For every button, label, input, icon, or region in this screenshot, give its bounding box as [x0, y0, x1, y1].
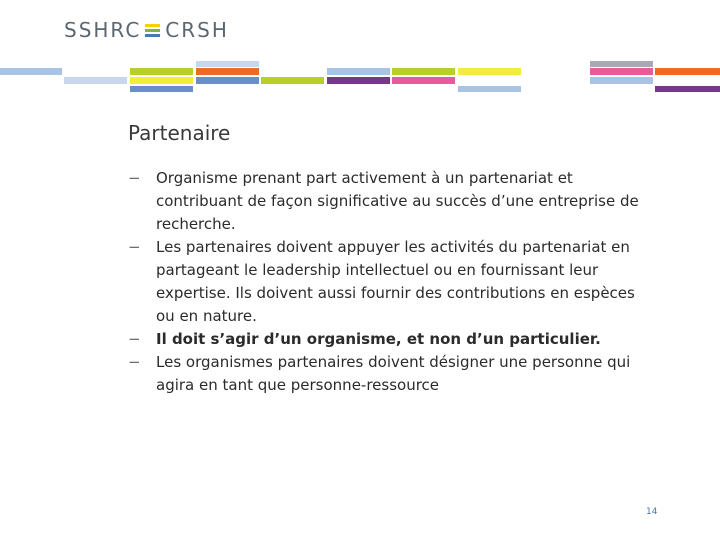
color-bar: [261, 77, 324, 84]
bullet-text: Les partenaires doivent appuyer les activités du partenariat en partageant le leadership intellectuel ou en fournissant leur expertise. Ils doivent aussi fournir des contributions en espèces ou en nature.: [156, 238, 635, 325]
logo-text-right: CRSH: [165, 18, 229, 42]
list-item: [128, 351, 648, 397]
color-bar: [130, 68, 193, 75]
bullet-dash: −: [128, 169, 141, 187]
list-item: [128, 236, 648, 328]
bullet-list: [128, 167, 648, 397]
color-bar: [327, 77, 390, 84]
color-bar: [590, 68, 653, 75]
color-bar: [392, 77, 455, 84]
color-bar: [458, 86, 521, 92]
color-bar: [590, 77, 653, 84]
color-bar: [392, 68, 455, 75]
color-bar: [655, 68, 720, 75]
color-bar: [590, 61, 653, 67]
color-bar: [130, 86, 193, 92]
color-bar: [0, 68, 62, 75]
logo-text-left: SSHRC: [64, 18, 142, 42]
bullet-text: Il doit s’agir d’un organisme, et non d’un particulier.: [156, 330, 601, 348]
bullet-text: Les organismes partenaires doivent désigner une personne qui agira en tant que personne-ressource: [156, 353, 631, 394]
list-item: [128, 328, 648, 351]
color-bar: [196, 77, 259, 84]
color-bar: [327, 68, 390, 75]
page-number: 14: [646, 507, 658, 517]
color-bar: [64, 77, 127, 84]
color-bar: [458, 68, 521, 75]
list-item: [128, 167, 648, 236]
decorative-color-bars: [0, 0, 720, 100]
bullet-text: Organisme prenant part activement à un partenariat et contribuant de façon significative au succès d’une entreprise de recherche.: [156, 169, 639, 233]
slide-title: Partenaire: [128, 121, 231, 145]
color-bar: [655, 86, 720, 92]
color-bar: [130, 77, 193, 84]
color-bar: [196, 61, 259, 67]
color-bar: [196, 68, 259, 75]
bullet-dash: −: [128, 330, 141, 348]
bullet-dash: −: [128, 353, 141, 371]
bullet-dash: −: [128, 238, 141, 256]
